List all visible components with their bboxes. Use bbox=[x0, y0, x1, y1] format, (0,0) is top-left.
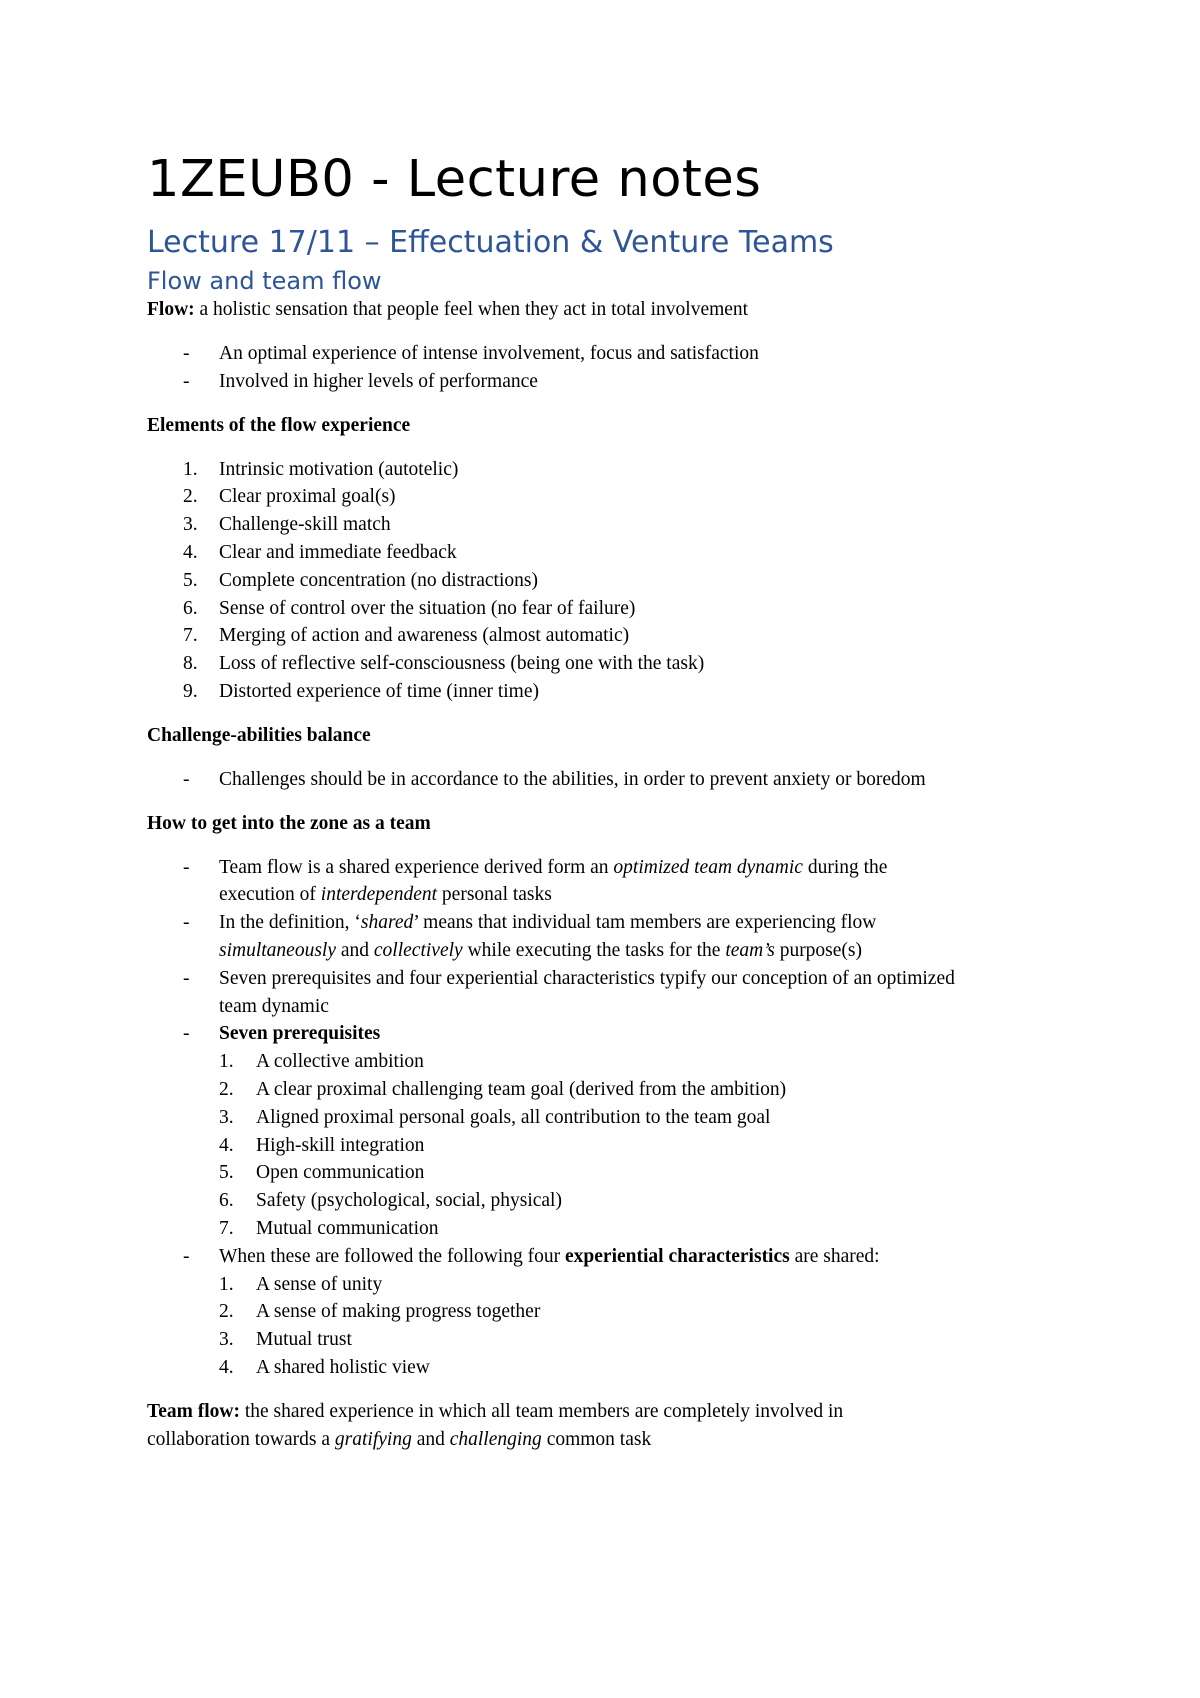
list-item bbox=[147, 622, 1077, 650]
list-item-text: Team flow is a shared experience derived form an optimized team dynamic during the execution of interdependent personal tasks bbox=[219, 856, 888, 906]
document-title: 1ZEUB0 - Lecture notes bbox=[147, 150, 762, 209]
elements-heading: Elements of the flow experience bbox=[147, 414, 411, 436]
number-marker: 1. bbox=[219, 1051, 234, 1073]
number-marker: 3. bbox=[219, 1106, 234, 1128]
list-item bbox=[147, 539, 1077, 567]
bullet-marker: - bbox=[183, 967, 190, 989]
list-item-text: Seven prerequisites and four experiential characteristics typify our conception of an optimized team dynamic bbox=[219, 967, 955, 1017]
list-item-text: A shared holistic view bbox=[256, 1356, 430, 1378]
number-marker: 7. bbox=[219, 1217, 234, 1239]
list-item bbox=[147, 678, 1077, 706]
number-marker: 3. bbox=[219, 1329, 234, 1351]
number-marker: 7. bbox=[183, 625, 198, 647]
list-item-text: Sense of control over the situation (no fear of failure) bbox=[219, 597, 636, 619]
bullet-marker: - bbox=[183, 856, 190, 878]
number-marker: 5. bbox=[183, 569, 198, 591]
list-item-text: In the definition, ‘shared’ means that individual tam members are experiencing flow simultaneously and collectively while executing the tasks for the team’s purpose(s) bbox=[219, 912, 877, 961]
list-item bbox=[147, 1159, 1077, 1187]
section-heading: Flow and team flow bbox=[147, 267, 382, 295]
list-item bbox=[147, 1048, 1077, 1076]
list-item bbox=[147, 340, 1077, 368]
list-item bbox=[147, 909, 1077, 965]
number-marker: 2. bbox=[219, 1078, 234, 1100]
lecture-heading: Lecture 17/11 – Effectuation & Venture Teams bbox=[147, 225, 834, 260]
bullet-marker: - bbox=[183, 343, 190, 364]
list-item-text: Involved in higher levels of performance bbox=[219, 370, 538, 392]
list-item-text: Challenges should be in accordance to the abilities, in order to prevent anxiety or boredom bbox=[219, 768, 926, 790]
bullet-marker: - bbox=[183, 912, 190, 934]
list-item-text: Distorted experience of time (inner time) bbox=[219, 680, 539, 702]
flow-term: Flow: bbox=[147, 299, 195, 320]
list-item bbox=[147, 1215, 1077, 1243]
list-item-text: Mutual trust bbox=[256, 1329, 352, 1351]
list-item bbox=[147, 1187, 1077, 1215]
number-marker: 5. bbox=[219, 1162, 234, 1184]
list-item-text: Loss of reflective self-consciousness (being one with the task) bbox=[219, 653, 705, 675]
list-item-text: A clear proximal challenging team goal (derived from the ambition) bbox=[256, 1078, 787, 1100]
flow-definition bbox=[147, 296, 1077, 324]
list-item-text: Merging of action and awareness (almost automatic) bbox=[219, 625, 630, 647]
list-item bbox=[147, 511, 1077, 539]
number-marker: 6. bbox=[219, 1190, 234, 1212]
list-item bbox=[147, 1020, 1077, 1048]
list-item bbox=[147, 1243, 1077, 1271]
list-item bbox=[147, 483, 1077, 511]
list-item bbox=[147, 1354, 1077, 1382]
list-item-text: Complete concentration (no distractions) bbox=[219, 569, 538, 591]
list-item-text: Intrinsic motivation (autotelic) bbox=[219, 458, 459, 480]
number-marker: 3. bbox=[183, 514, 198, 536]
list-item bbox=[147, 1132, 1077, 1160]
number-marker: 4. bbox=[219, 1356, 234, 1378]
list-item-text: Challenge-skill match bbox=[219, 514, 391, 536]
list-item-text: Safety (psychological, social, physical) bbox=[256, 1190, 562, 1212]
list-item bbox=[147, 368, 1077, 396]
number-marker: 1. bbox=[183, 458, 198, 480]
list-item-text: Clear proximal goal(s) bbox=[219, 486, 396, 508]
list-item bbox=[147, 965, 1077, 1021]
list-item-text: A sense of making progress together bbox=[256, 1301, 541, 1323]
list-item-text: When these are followed the following four experiential characteristics are shared: bbox=[219, 1245, 880, 1267]
number-marker: 9. bbox=[183, 680, 198, 702]
list-item bbox=[147, 567, 1077, 595]
list-item-text: High-skill integration bbox=[256, 1134, 425, 1156]
list-item bbox=[147, 650, 1077, 678]
list-item-text: Aligned proximal personal goals, all contribution to the team goal bbox=[256, 1106, 771, 1128]
bullet-marker: - bbox=[183, 370, 190, 392]
list-item bbox=[147, 456, 1077, 484]
flow-definition-text: a holistic sensation that people feel when they act in total involvement bbox=[194, 299, 749, 320]
list-item-text: Seven prerequisites bbox=[219, 1023, 381, 1045]
team-flow-term: Team flow: bbox=[147, 1400, 240, 1422]
list-item-text: Open communication bbox=[256, 1162, 425, 1184]
list-item bbox=[147, 1298, 1077, 1326]
balance-heading: Challenge-abilities balance bbox=[147, 724, 371, 746]
list-item bbox=[147, 1076, 1077, 1104]
list-item-text: Clear and immediate feedback bbox=[219, 541, 457, 563]
list-item-text: A sense of unity bbox=[256, 1273, 383, 1295]
number-marker: 2. bbox=[183, 486, 198, 508]
list-item-text: Mutual communication bbox=[256, 1217, 439, 1239]
team-flow-definition: Team flow: the shared experience in which all team members are completely involved in collaboration towards a gratifying and challenging common task bbox=[147, 1400, 844, 1450]
bullet-marker: - bbox=[183, 768, 190, 790]
bullet-marker: - bbox=[183, 1245, 190, 1267]
number-marker: 2. bbox=[219, 1301, 234, 1323]
list-item bbox=[147, 1326, 1077, 1354]
number-marker: 1. bbox=[219, 1273, 234, 1295]
list-item-text: An optimal experience of intense involvement, focus and satisfaction bbox=[219, 343, 759, 364]
bullet-marker: - bbox=[183, 1023, 190, 1045]
number-marker: 4. bbox=[183, 541, 198, 563]
list-item bbox=[147, 595, 1077, 623]
list-item bbox=[147, 766, 1077, 794]
zone-heading: How to get into the zone as a team bbox=[147, 812, 431, 834]
list-item-text: A collective ambition bbox=[256, 1051, 424, 1073]
number-marker: 8. bbox=[183, 653, 198, 675]
list-item bbox=[147, 854, 1077, 910]
document-content bbox=[147, 148, 1077, 1454]
number-marker: 4. bbox=[219, 1134, 234, 1156]
list-item bbox=[147, 1104, 1077, 1132]
number-marker: 6. bbox=[183, 597, 198, 619]
list-item bbox=[147, 1271, 1077, 1299]
